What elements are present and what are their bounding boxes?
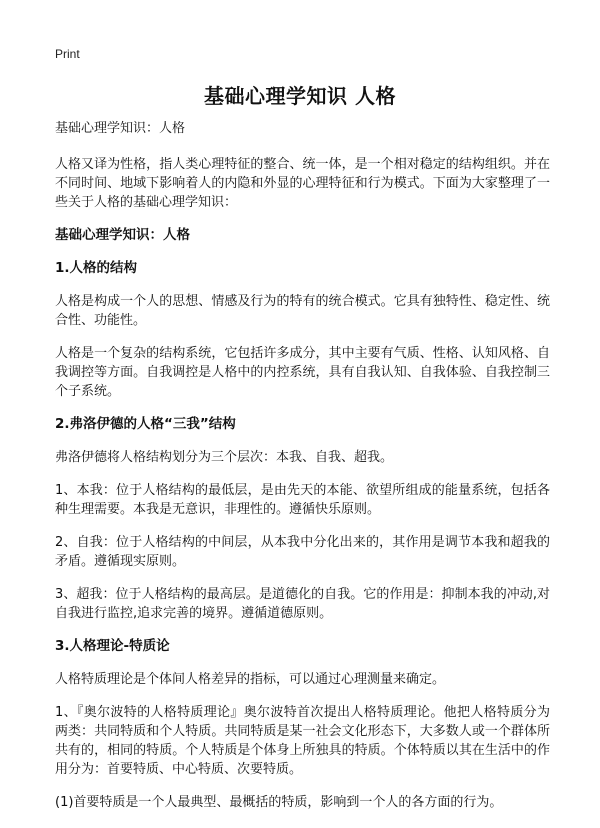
section1-paragraph-1: 人格是构成一个人的思想、情感及行为的特有的统合模式。它具有独特性、稳定性、统合性、功能性。 xyxy=(55,294,550,328)
section2-paragraph-superego: 3、超我：位于人格结构的最高层。是道德化的自我。它的作用是：抑制本我的冲动,对自我进行监控,追求完善的境界。遵循道德原则。 xyxy=(55,587,550,621)
section2-paragraph-id: 1、本我：位于人格结构的最低层，是由先天的本能、欲望所组成的能量系统，包括各种生理需要。本我是无意识，非理性的。遵循快乐原则。 xyxy=(55,483,550,517)
section3-paragraph-cardinal-trait: (1)首要特质是一个人最典型、最概括的特质，影响到一个人的各方面的行为。 xyxy=(55,795,503,810)
section-heading-trait-theory: 3.人格理论-特质论 xyxy=(55,638,170,654)
section2-paragraph-1: 弗洛伊德将人格结构划分为三个层次：本我、自我、超我。 xyxy=(55,450,394,465)
article-body xyxy=(55,119,550,826)
section1-paragraph-2: 人格是一个复杂的结构系统，它包括许多成分，其中主要有气质、性格、认知风格、自我调控等方面。自我调控是人格中的内控系统，具有自我认知、自我体验、自我控制三个子系统。 xyxy=(55,346,550,399)
section3-paragraph-allport: 1、『奥尔波特的人格特质理论』奥尔波特首次提出人格特质理论。他把人格特质分为两类：共同特质和个人特质。共同特质是某一社会文化形态下，大多数人或一个群体所共有的，相同的特质。个人特质是个体身上所独具的特质。个体特质以其在生活中的作用分为：首要特质、中心特质、次要特质。 xyxy=(55,705,550,777)
main-heading: 基础心理学知识：人格 xyxy=(55,227,190,243)
intro-paragraph: 人格又译为性格，指人类心理特征的整合、统一体，是一个相对稳定的结构组织。并在不同时间、地域下影响着人的内隐和外显的心理特征和行为模式。下面为大家整理了一些关于人格的基础心理学知识： xyxy=(55,157,550,210)
print-link[interactable]: Print xyxy=(55,47,80,61)
section-heading-freud: 2.弗洛伊德的人格“三我”结构 xyxy=(55,416,236,432)
section2-paragraph-ego: 2、自我：位于人格结构的中间层，从本我中分化出来的，其作用是调节本我和超我的矛盾。遵循现实原则。 xyxy=(55,535,550,569)
article-subtitle: 基础心理学知识：人格 xyxy=(55,121,186,136)
page-title: 基础心理学知识 人格 xyxy=(204,84,396,108)
section3-paragraph-1: 人格特质理论是个体间人格差异的指标，可以通过心理测量来确定。 xyxy=(55,672,446,687)
section-heading-structure: 1.人格的结构 xyxy=(55,260,138,276)
